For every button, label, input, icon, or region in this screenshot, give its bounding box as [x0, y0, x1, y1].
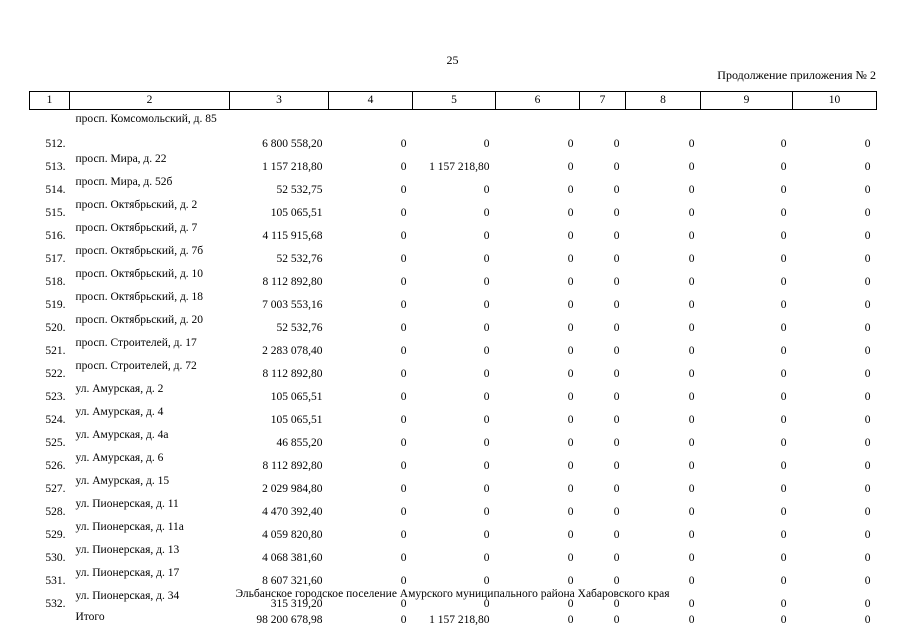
value-cell: 0 — [567, 391, 574, 403]
value-cell: 0 — [864, 483, 871, 495]
row-number: 525. — [45, 437, 66, 449]
row-number: 526. — [45, 460, 66, 472]
value-cell: 0 — [780, 598, 787, 610]
value-cell: 0 — [688, 529, 695, 541]
total-value-cell: 1 157 218,80 — [429, 614, 490, 626]
continuation-label: Продолжение приложения № 2 — [717, 68, 876, 82]
value-cell: 315 319,20 — [270, 598, 323, 610]
value-cell: 105 065,51 — [270, 414, 323, 426]
table-row — [30, 473, 877, 496]
total-value-cell: 98 200 678,98 — [256, 614, 323, 626]
value-cell: 0 — [400, 575, 407, 587]
address-cell: ул. Пионерская, д. 11а — [75, 521, 184, 533]
value-cell: 0 — [567, 138, 574, 150]
value-cell: 0 — [780, 575, 787, 587]
table-row — [30, 197, 877, 220]
address-cell: просп. Октябрьский, д. 7б — [75, 245, 204, 257]
value-cell: 0 — [400, 161, 407, 173]
value-cell: 105 065,51 — [270, 207, 323, 219]
table-row — [30, 542, 877, 565]
table-row — [30, 496, 877, 519]
value-cell: 0 — [483, 552, 490, 564]
value-cell: 0 — [780, 230, 787, 242]
value-cell: 2 283 078,40 — [262, 345, 323, 357]
value-cell: 0 — [864, 598, 871, 610]
table-row — [30, 110, 877, 152]
value-cell: 1 157 218,80 — [262, 161, 323, 173]
table-row — [30, 312, 877, 335]
value-cell: 0 — [483, 276, 490, 288]
value-cell: 0 — [613, 437, 620, 449]
value-cell: 0 — [688, 345, 695, 357]
row-number: 532. — [45, 598, 66, 610]
value-cell: 0 — [400, 506, 407, 518]
value-cell: 0 — [864, 575, 871, 587]
value-cell: 8 607 321,60 — [262, 575, 323, 587]
value-cell: 0 — [613, 506, 620, 518]
value-cell: 0 — [400, 368, 407, 380]
value-cell: 0 — [864, 230, 871, 242]
value-cell: 0 — [567, 207, 574, 219]
value-cell: 52 532,75 — [276, 184, 323, 196]
address-cell: ул. Амурская, д. 4 — [75, 406, 164, 418]
value-cell: 0 — [780, 506, 787, 518]
column-header: 6 — [496, 92, 580, 110]
address-cell: ул. Амурская, д. 4а — [75, 429, 169, 441]
value-cell: 0 — [400, 414, 407, 426]
value-cell: 0 — [780, 299, 787, 311]
column-header: 9 — [701, 92, 793, 110]
value-cell: 0 — [864, 552, 871, 564]
value-cell: 0 — [400, 437, 407, 449]
value-cell: 0 — [400, 299, 407, 311]
row-number: 518. — [45, 276, 66, 288]
row-number: 527. — [45, 483, 66, 495]
appendix-table — [29, 91, 877, 635]
value-cell: 0 — [567, 345, 574, 357]
value-cell: 0 — [613, 230, 620, 242]
value-cell: 0 — [567, 161, 574, 173]
value-cell: 0 — [613, 575, 620, 587]
value-cell: 0 — [567, 414, 574, 426]
value-cell: 0 — [483, 184, 490, 196]
value-cell: 8 112 892,80 — [262, 368, 323, 380]
total-label: Итого — [75, 611, 105, 623]
address-cell: просп. Октябрьский, д. 18 — [75, 291, 204, 303]
value-cell: 0 — [864, 368, 871, 380]
value-cell: 0 — [567, 460, 574, 472]
row-number: 523. — [45, 391, 66, 403]
value-cell: 4 470 392,40 — [262, 506, 323, 518]
address-cell: просп. Мира, д. 52б — [75, 176, 173, 188]
value-cell: 0 — [613, 276, 620, 288]
row-number: 515. — [45, 207, 66, 219]
value-cell: 0 — [400, 460, 407, 472]
value-cell: 0 — [688, 207, 695, 219]
value-cell: 0 — [400, 529, 407, 541]
value-cell: 0 — [864, 506, 871, 518]
column-header-row — [30, 92, 877, 110]
value-cell: 105 065,51 — [270, 391, 323, 403]
value-cell: 0 — [567, 506, 574, 518]
value-cell: 0 — [780, 138, 787, 150]
column-header: 10 — [793, 92, 877, 110]
value-cell: 0 — [864, 529, 871, 541]
address-cell: просп. Октябрьский, д. 20 — [75, 314, 204, 326]
footer-text: Эльбанское городское поселение Амурского муниципального района Хабаровского края — [235, 588, 670, 600]
address-cell: просп. Мира, д. 22 — [75, 153, 167, 165]
table-row — [30, 519, 877, 542]
value-cell: 0 — [613, 299, 620, 311]
value-cell: 0 — [483, 598, 490, 610]
total-value-cell: 0 — [567, 614, 574, 626]
column-header: 4 — [329, 92, 413, 110]
row-number: 514. — [45, 184, 66, 196]
address-cell: ул. Пионерская, д. 13 — [75, 544, 180, 556]
column-header: 2 — [70, 92, 230, 110]
table-row — [30, 151, 877, 174]
total-value-cell: 0 — [400, 614, 407, 626]
value-cell: 0 — [688, 437, 695, 449]
value-cell: 0 — [688, 552, 695, 564]
value-cell: 0 — [864, 391, 871, 403]
value-cell: 0 — [567, 552, 574, 564]
value-cell: 0 — [780, 253, 787, 265]
value-cell: 0 — [688, 161, 695, 173]
value-cell: 8 112 892,80 — [262, 276, 323, 288]
value-cell: 0 — [613, 253, 620, 265]
value-cell: 0 — [688, 391, 695, 403]
address-cell: ул. Пионерская, д. 34 — [75, 590, 180, 602]
value-cell: 0 — [780, 184, 787, 196]
row-number: 520. — [45, 322, 66, 334]
value-cell: 0 — [567, 276, 574, 288]
row-number: 517. — [45, 253, 66, 265]
address-cell: просп. Строителей, д. 17 — [75, 337, 197, 349]
value-cell: 0 — [613, 138, 620, 150]
value-cell: 0 — [688, 276, 695, 288]
value-cell: 0 — [400, 598, 407, 610]
value-cell: 0 — [567, 529, 574, 541]
value-cell: 0 — [688, 598, 695, 610]
table-row — [30, 381, 877, 404]
value-cell: 0 — [567, 253, 574, 265]
total-row — [30, 611, 877, 635]
table-row — [30, 404, 877, 427]
value-cell: 0 — [688, 322, 695, 334]
value-cell: 0 — [864, 299, 871, 311]
value-cell: 0 — [780, 529, 787, 541]
table-row — [30, 335, 877, 358]
address-cell: ул. Пионерская, д. 11 — [75, 498, 179, 510]
value-cell: 0 — [400, 138, 407, 150]
total-value-cell: 0 — [864, 614, 871, 626]
value-cell: 0 — [613, 483, 620, 495]
value-cell: 0 — [613, 552, 620, 564]
value-cell: 0 — [864, 207, 871, 219]
value-cell: 0 — [688, 414, 695, 426]
table-row — [30, 243, 877, 266]
value-cell: 0 — [483, 575, 490, 587]
value-cell: 0 — [567, 437, 574, 449]
value-cell: 0 — [483, 414, 490, 426]
value-cell: 0 — [483, 391, 490, 403]
value-cell: 0 — [864, 437, 871, 449]
address-cell: ул. Амурская, д. 2 — [75, 383, 164, 395]
value-cell: 6 800 558,20 — [262, 138, 323, 150]
value-cell: 0 — [483, 322, 490, 334]
value-cell: 0 — [864, 138, 871, 150]
address-cell: просп. Октябрьский, д. 2 — [75, 199, 198, 211]
row-number: 529. — [45, 529, 66, 541]
row-number: 531. — [45, 575, 66, 587]
column-header: 8 — [626, 92, 701, 110]
value-cell: 1 157 218,80 — [429, 161, 490, 173]
value-cell: 0 — [483, 253, 490, 265]
value-cell: 0 — [483, 506, 490, 518]
value-cell: 0 — [688, 575, 695, 587]
column-header: 3 — [230, 92, 329, 110]
value-cell: 0 — [780, 368, 787, 380]
value-cell: 4 059 820,80 — [262, 529, 323, 541]
value-cell: 0 — [688, 253, 695, 265]
value-cell: 52 532,76 — [276, 253, 323, 265]
address-cell: просп. Октябрьский, д. 7 — [75, 222, 198, 234]
value-cell: 0 — [688, 483, 695, 495]
value-cell: 0 — [567, 184, 574, 196]
row-number: 512. — [45, 138, 66, 150]
value-cell: 0 — [483, 368, 490, 380]
value-cell: 0 — [400, 552, 407, 564]
value-cell: 7 003 553,16 — [262, 299, 323, 311]
value-cell: 0 — [483, 138, 490, 150]
table-row — [30, 358, 877, 381]
value-cell: 0 — [613, 529, 620, 541]
value-cell: 0 — [864, 161, 871, 173]
value-cell: 0 — [780, 207, 787, 219]
address-cell: просп. Комсомольский, д. 85 — [75, 113, 217, 125]
value-cell: 0 — [780, 552, 787, 564]
row-number: 530. — [45, 552, 66, 564]
row-number: 528. — [45, 506, 66, 518]
page-number: 25 — [446, 53, 459, 67]
value-cell: 0 — [864, 460, 871, 472]
value-cell: 4 068 381,60 — [262, 552, 323, 564]
value-cell: 0 — [483, 345, 490, 357]
value-cell: 0 — [567, 299, 574, 311]
value-cell: 0 — [688, 184, 695, 196]
value-cell: 0 — [613, 598, 620, 610]
value-cell: 0 — [483, 483, 490, 495]
value-cell: 0 — [400, 322, 407, 334]
value-cell: 0 — [613, 161, 620, 173]
value-cell: 0 — [688, 230, 695, 242]
value-cell: 0 — [688, 138, 695, 150]
value-cell: 0 — [613, 207, 620, 219]
value-cell: 0 — [567, 598, 574, 610]
value-cell: 0 — [400, 345, 407, 357]
value-cell: 0 — [780, 460, 787, 472]
value-cell: 0 — [567, 483, 574, 495]
address-cell: просп. Октябрьский, д. 10 — [75, 268, 204, 280]
value-cell: 0 — [400, 253, 407, 265]
value-cell: 0 — [567, 230, 574, 242]
value-cell: 0 — [688, 460, 695, 472]
value-cell: 0 — [483, 437, 490, 449]
value-cell: 0 — [613, 345, 620, 357]
value-cell: 0 — [780, 437, 787, 449]
value-cell: 0 — [780, 345, 787, 357]
value-cell: 0 — [864, 253, 871, 265]
total-value-cell: 0 — [780, 614, 787, 626]
value-cell: 0 — [613, 391, 620, 403]
row-number: 519. — [45, 299, 66, 311]
value-cell: 0 — [567, 575, 574, 587]
value-cell: 0 — [864, 322, 871, 334]
row-number: 522. — [45, 368, 66, 380]
row-number: 516. — [45, 230, 66, 242]
value-cell: 0 — [688, 299, 695, 311]
column-header: 7 — [580, 92, 626, 110]
value-cell: 8 112 892,80 — [262, 460, 323, 472]
address-cell: ул. Амурская, д. 6 — [75, 452, 164, 464]
value-cell: 0 — [864, 345, 871, 357]
table-row — [30, 450, 877, 473]
value-cell: 0 — [400, 184, 407, 196]
total-value-cell: 0 — [688, 614, 695, 626]
value-cell: 0 — [688, 368, 695, 380]
value-cell: 46 855,20 — [276, 437, 323, 449]
value-cell: 0 — [483, 299, 490, 311]
value-cell: 0 — [864, 414, 871, 426]
row-number: 524. — [45, 414, 66, 426]
column-header: 5 — [413, 92, 496, 110]
row-number: 513. — [45, 161, 66, 173]
value-cell: 0 — [780, 483, 787, 495]
value-cell: 4 115 915,68 — [262, 230, 323, 242]
value-cell: 0 — [483, 460, 490, 472]
value-cell: 0 — [400, 276, 407, 288]
table-row — [30, 174, 877, 197]
total-value-cell: 0 — [613, 614, 620, 626]
value-cell: 0 — [864, 184, 871, 196]
value-cell: 0 — [613, 368, 620, 380]
value-cell: 0 — [780, 391, 787, 403]
total-blank-cell — [30, 611, 70, 635]
table-row — [30, 266, 877, 289]
value-cell: 0 — [400, 391, 407, 403]
table-row — [30, 289, 877, 312]
value-cell: 0 — [400, 483, 407, 495]
table-row — [30, 565, 877, 588]
column-header: 1 — [30, 92, 70, 110]
value-cell: 0 — [400, 207, 407, 219]
value-cell: 0 — [864, 276, 871, 288]
address-cell: просп. Строителей, д. 72 — [75, 360, 197, 372]
value-cell: 0 — [780, 322, 787, 334]
value-cell: 0 — [567, 322, 574, 334]
value-cell: 2 029 984,80 — [262, 483, 323, 495]
value-cell: 0 — [483, 230, 490, 242]
value-cell: 0 — [567, 368, 574, 380]
value-cell: 0 — [483, 207, 490, 219]
value-cell: 0 — [400, 230, 407, 242]
value-cell: 52 532,76 — [276, 322, 323, 334]
value-cell: 0 — [613, 460, 620, 472]
value-cell: 0 — [780, 414, 787, 426]
value-cell: 0 — [780, 276, 787, 288]
row-number: 521. — [45, 345, 66, 357]
value-cell: 0 — [613, 414, 620, 426]
value-cell: 0 — [780, 161, 787, 173]
value-cell: 0 — [613, 184, 620, 196]
table-row — [30, 220, 877, 243]
value-cell: 0 — [688, 506, 695, 518]
address-cell: ул. Пионерская, д. 17 — [75, 567, 180, 579]
value-cell: 0 — [613, 322, 620, 334]
value-cell: 0 — [483, 529, 490, 541]
address-cell: ул. Амурская, д. 15 — [75, 475, 170, 487]
table-row — [30, 427, 877, 450]
